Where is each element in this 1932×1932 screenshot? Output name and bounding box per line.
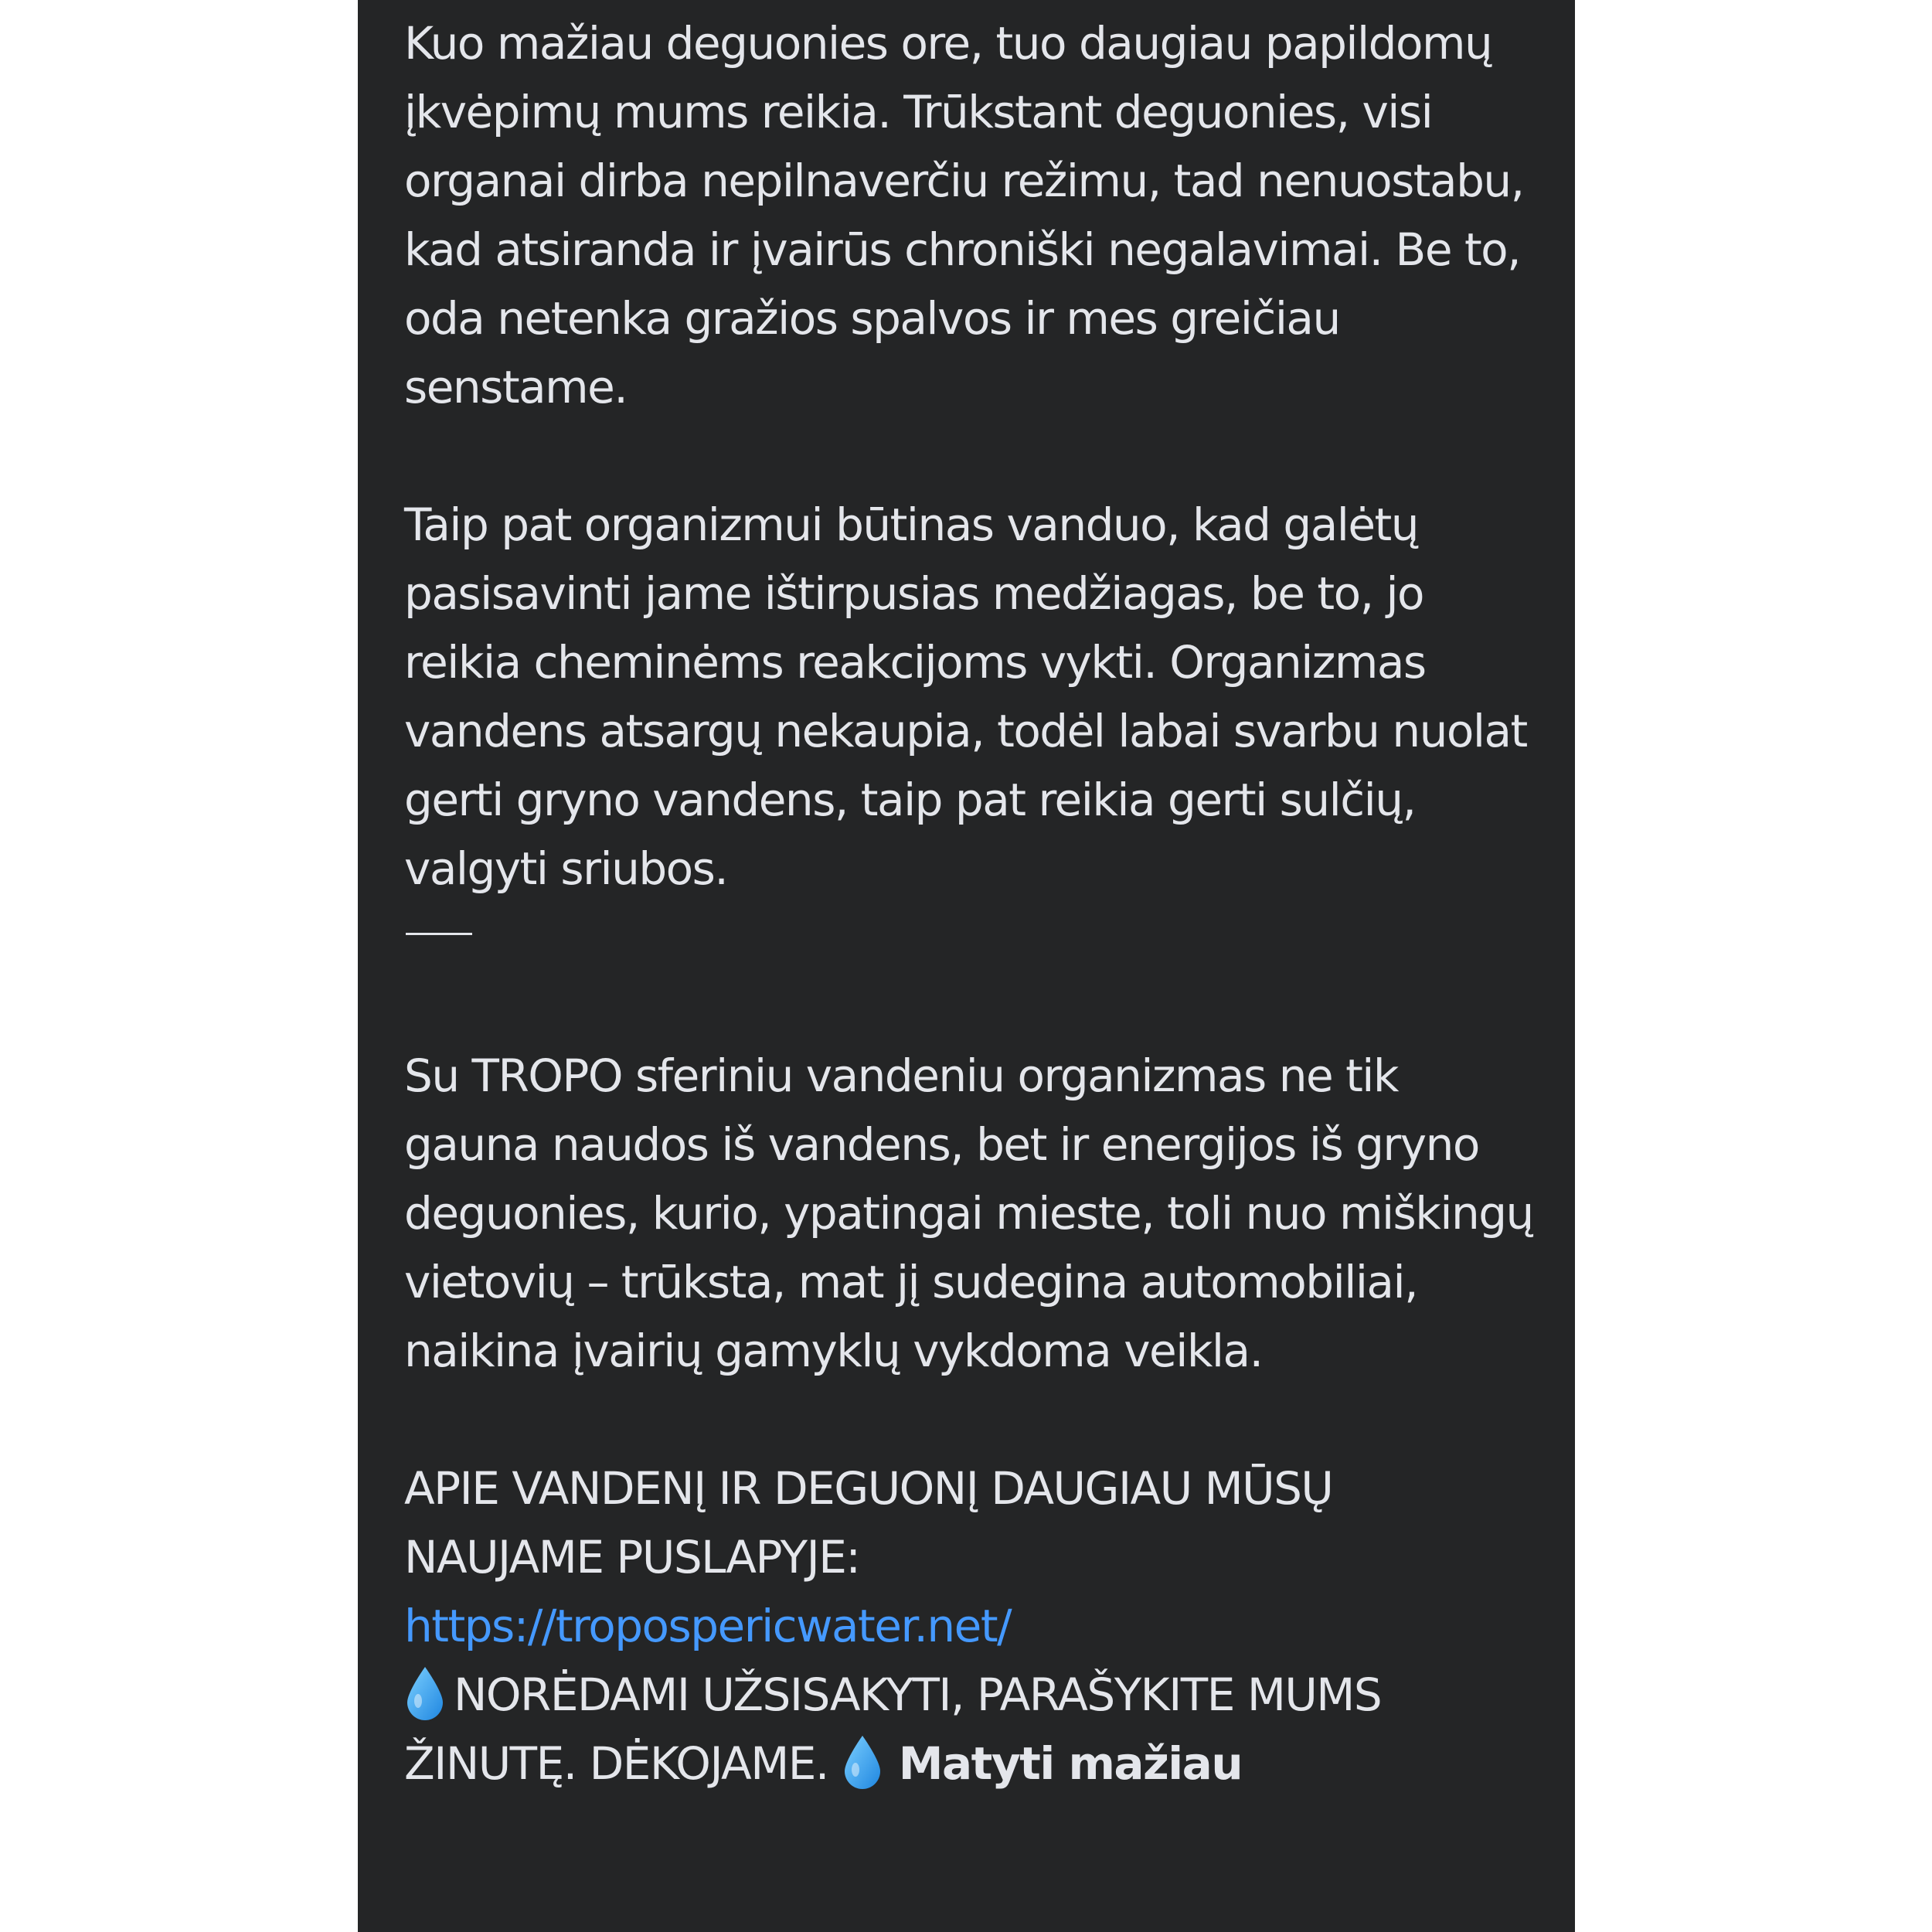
order-line xyxy=(404,1661,1536,1798)
water-drop-icon xyxy=(404,1665,446,1721)
link-line xyxy=(404,1592,1536,1661)
paragraph-gap xyxy=(404,1386,1536,1454)
post-text-panel xyxy=(358,0,1575,1932)
separator-line xyxy=(406,933,472,935)
website-link[interactable]: https://tropospericwater.net/ xyxy=(404,1600,1012,1652)
water-drop-icon xyxy=(842,1734,883,1790)
post-paragraph-oxygen: Kuo mažiau deguonies ore, tuo daugiau papildomų įkvėpimų mums reikia. Trūkstant deguonies, visi organai dirba nepilnaverčiu režimu, tad nenuostabu, kad atsiranda ir įvairūs chroniški negalavimai. Be to, oda netenka gražios spalvos ir mes greičiau senstame. xyxy=(404,17,1524,413)
post-paragraph-tropo: Su TROPO sferiniu vandeniu organizmas ne tik gauna naudos iš vandens, bet ir energijos iš gryno deguonies, kurio, ypatingai mieste, toli nuo miškingų vietovių – trūksta, mat jį sudegina automobiliai, naikina įvairių gamyklų vykdoma veikla. xyxy=(404,1049,1533,1377)
see-less-button[interactable]: Matyti mažiau xyxy=(898,1737,1243,1790)
cta-heading: APIE VANDENĮ IR DEGUONĮ DAUGIAU MŪSŲ NAUJAME PUSLAPYJE: xyxy=(404,1462,1333,1583)
order-text-2: ŽINUTĘ. DĖKOJAME. xyxy=(404,1737,828,1790)
paragraph-gap xyxy=(404,422,1536,491)
order-text-1: NORĖDAMI UŽSISAKYTI, PARAŠYKITE MUMS xyxy=(454,1668,1382,1721)
post-paragraph-water: Taip pat organizmui būtinas vanduo, kad galėtų pasisavinti jame ištirpusias medžiagas, be to, jo reikia cheminėms reakcijoms vykti. Organizmas vandens atsargų nekaupia, todėl labai svarbu nuolat gerti gryno vandens, taip pat reikia gerti sulčių, valgyti sriubos. xyxy=(404,498,1527,895)
paragraph-gap xyxy=(404,972,1536,1042)
